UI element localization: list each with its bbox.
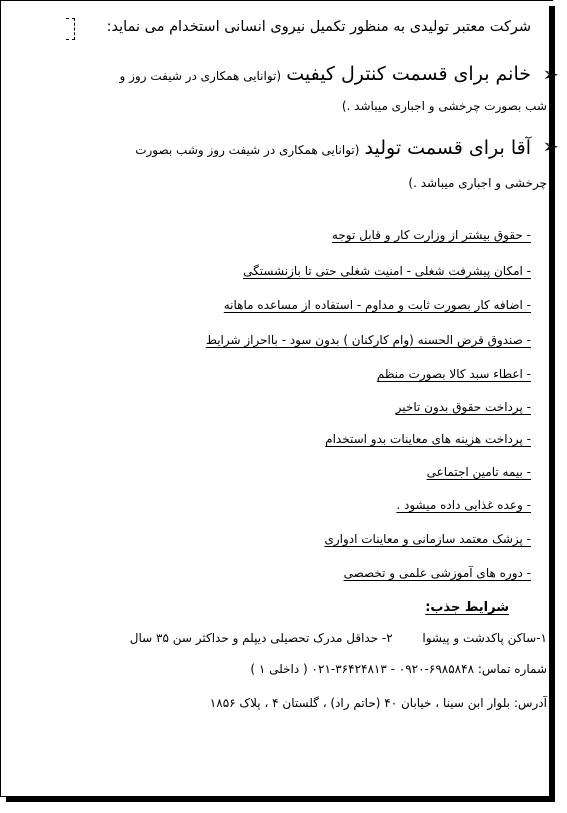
position-2-title: آقا برای قسمت تولید xyxy=(364,137,531,159)
benefit-item: - بیمه تامین اجتماعی xyxy=(426,465,531,479)
position-2-detail-1: (توانایی همکاری در شیفت روز وشب بصورت xyxy=(135,143,360,157)
benefit-item: - دوره های آموزشی علمی و تخصصی xyxy=(343,566,531,580)
position-2-detail-2: چرخشی و اجباری میباشد .) xyxy=(408,176,547,190)
benefit-item: - پزشک معتمد سازمانی و معاینات ادواری xyxy=(324,532,531,546)
position-1-detail-1: (توانایی همکاری در شیفت روز و xyxy=(119,69,282,83)
contact-phone: شماره تماس: ۶۹۸۵۸۴۸-۰۹۲۰ - ۳۶۴۲۴۸۱۳-۰۲۱ ( داخلی ۱ ) xyxy=(250,662,547,676)
condition-item-1: ۱-ساکن پاکدشت و پیشوا xyxy=(422,631,547,645)
conditions-title: شرایط جذب: xyxy=(425,600,509,615)
benefit-item: - صندوق قرض الحسنه (وام کارکنان ) بدون سود - بااحراز شرایط xyxy=(205,333,531,347)
position-1-detail-2: شب بصورت چرخشی و اجباری میباشد .) xyxy=(341,99,547,113)
benefit-item: - پرداخت حقوق بدون تاخیر xyxy=(395,400,531,414)
intro-bracket xyxy=(66,18,75,40)
benefit-item: - وعده غذایی داده میشود . xyxy=(396,498,531,512)
benefit-item: - حقوق بیشتر از وزارت کار و قابل توجه xyxy=(331,228,531,242)
arrow-bullet-icon: ➢ xyxy=(542,62,559,86)
benefit-item: - پرداخت هزینه های معاینات بدو استخدام xyxy=(325,432,531,446)
benefit-item: - اضافه کار بصورت ثابت و مداوم - استفاده از مساعده ماهانه xyxy=(223,298,531,312)
condition-item-2: ۲- حداقل مدرک تحصیلی دیپلم و حداکثر سن ۳۵ سال xyxy=(129,631,393,645)
position-2-line1 xyxy=(135,137,531,159)
position-1-title: خانم برای قسمت کنترل کیفیت xyxy=(286,63,531,85)
benefit-item: - اعطاء سبد کالا بصورت منظم xyxy=(376,367,531,381)
conditions-row xyxy=(130,631,547,645)
position-1-line1 xyxy=(120,63,531,85)
frame-shadow-bottom xyxy=(6,797,555,802)
arrow-bullet-icon: ➢ xyxy=(542,134,559,158)
benefit-item: - امکان پیشرفت شغلی - امنیت شغلی حتی تا بازنشستگی xyxy=(243,264,531,278)
intro-text: شرکت معتبر تولیدی به منظور تکمیل نیروی انسانی استخدام می نماید: xyxy=(106,19,531,35)
frame-shadow-right xyxy=(549,6,555,801)
contact-address: آدرس: بلوار ابن سینا ، خیابان ۴۰ (حاتم راد) ، گلستان ۴ ، پلاک ۱۸۵۶ xyxy=(209,696,547,710)
